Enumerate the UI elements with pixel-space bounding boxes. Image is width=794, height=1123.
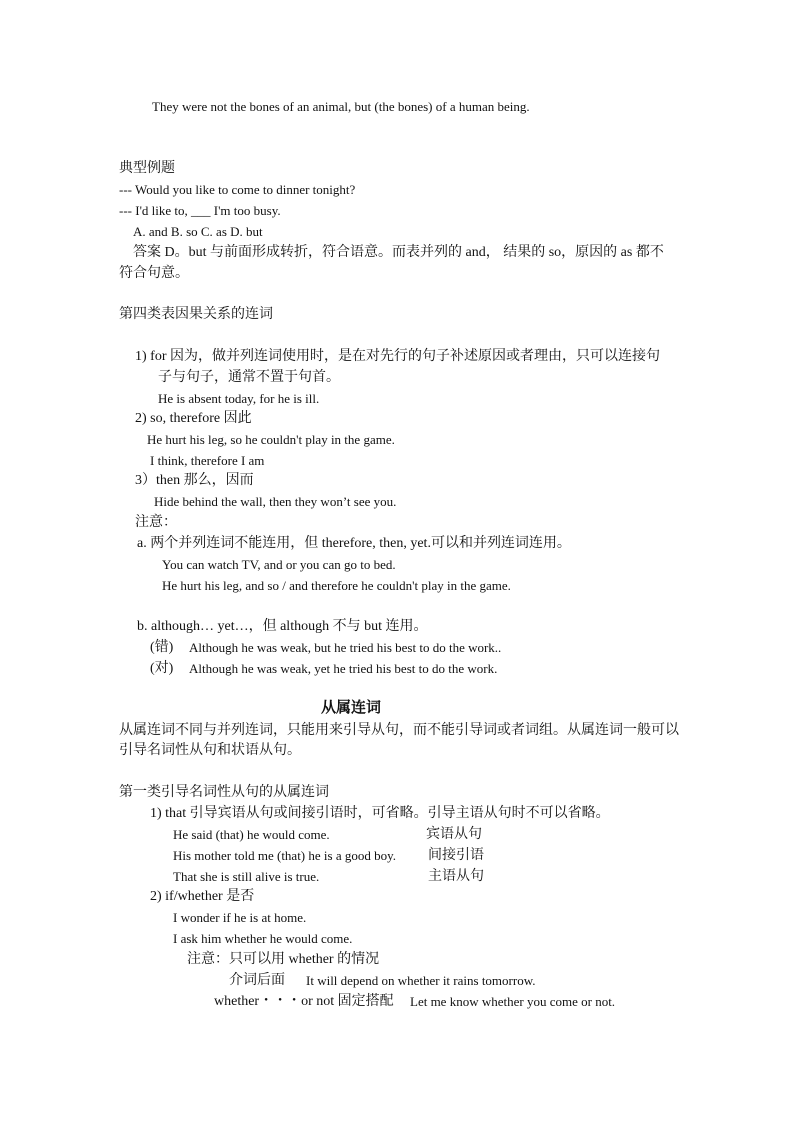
example-that-2: His mother told me (that) he is a good boy. [173, 848, 397, 863]
example-then: Hide behind the wall, then they won’t see you. [154, 494, 397, 509]
item-if-whether: 2) if/whether 是否 [150, 889, 255, 904]
question-line-2: --- I'd like to, ___ I'm too busy. [119, 203, 281, 218]
answer-explanation-line-1: 答案 D。but 与前面形成转折，符合语意。而表并列的 and， 结果的 so，原因的 as 都不 [133, 245, 664, 260]
chapter-title-subordinating-conjunctions: 从属连词 [321, 700, 382, 716]
item-for-line-1: 1) for 因为，做并列连词使用时，是在对先行的句子补述原因或者理由，只可以连接句 [135, 349, 660, 364]
intro-line-1: 从属连词不同与并列连词，只能用来引导从句，而不能引导词或者词组。从属连词一般可以 [119, 723, 679, 738]
item-for-line-2: 子与句子，通常不置于句首。 [158, 370, 340, 385]
label-object-clause: 宾语从句 [426, 827, 482, 842]
label-after-preposition: 介词后面 [229, 973, 285, 988]
example-that-3: That she is still alive is true. [173, 869, 320, 884]
answer-options: A. and B. so C. as D. but [133, 224, 263, 239]
item-that: 1) that 引导宾语从句或间接引语时，可省略。引导主语从句时不可以省略。 [150, 806, 610, 821]
section-heading-typical-examples: 典型例题 [119, 161, 175, 176]
example-whether: I ask him whether he would come. [173, 931, 353, 946]
intro-line-2: 引导名词性从句和状语从句。 [119, 743, 301, 758]
example-so: He hurt his leg, so he couldn't play in the game. [147, 432, 395, 447]
note-label: 注意： [135, 515, 177, 530]
answer-explanation-line-2: 符合句意。 [119, 266, 189, 281]
right-label: (对) [150, 661, 174, 676]
example-sentence-bones: They were not the bones of an animal, but (the bones) of a human being. [152, 99, 530, 114]
note-a: a. 两个并列连词不能连用，但 therefore, then, yet.可以和并列连词连用。 [137, 536, 571, 551]
item-then: 3）then 那么，因而 [135, 473, 254, 488]
section-heading-causal-conjunctions: 第四类表因果关系的连词 [119, 307, 273, 322]
label-indirect-speech: 间接引语 [428, 848, 484, 863]
example-therefore: I think, therefore I am [150, 453, 265, 468]
wrong-label: (错) [150, 640, 174, 655]
note-b: b. although… yet…，但 although 不与 but 连用。 [137, 619, 428, 634]
example-right: Although he was weak, yet he tried his best to do the work. [189, 661, 498, 676]
example-if: I wonder if he is at home. [173, 910, 307, 925]
label-whether-or-not: whether・・・or not 固定搭配 [214, 994, 394, 1009]
question-line-1: --- Would you like to come to dinner tonight? [119, 182, 356, 197]
example-after-preposition: It will depend on whether it rains tomorrow. [306, 973, 536, 988]
section-heading-noun-clause: 第一类引导名词性从句的从属连词 [119, 785, 329, 800]
example-that-1: He said (that) he would come. [173, 827, 330, 842]
example-note-a-2: He hurt his leg, and so / and therefore he couldn't play in the game. [162, 578, 511, 593]
example-for: He is absent today, for he is ill. [158, 391, 320, 406]
note-whether-only: 注意：只可以用 whether 的情况 [187, 952, 380, 967]
example-whether-or-not: Let me know whether you come or not. [410, 994, 616, 1009]
example-wrong: Although he was weak, but he tried his best to do the work.. [189, 640, 502, 655]
label-subject-clause: 主语从句 [428, 869, 484, 884]
item-so-therefore: 2) so, therefore 因此 [135, 411, 252, 426]
example-note-a-1: You can watch TV, and or you can go to bed. [162, 557, 396, 572]
